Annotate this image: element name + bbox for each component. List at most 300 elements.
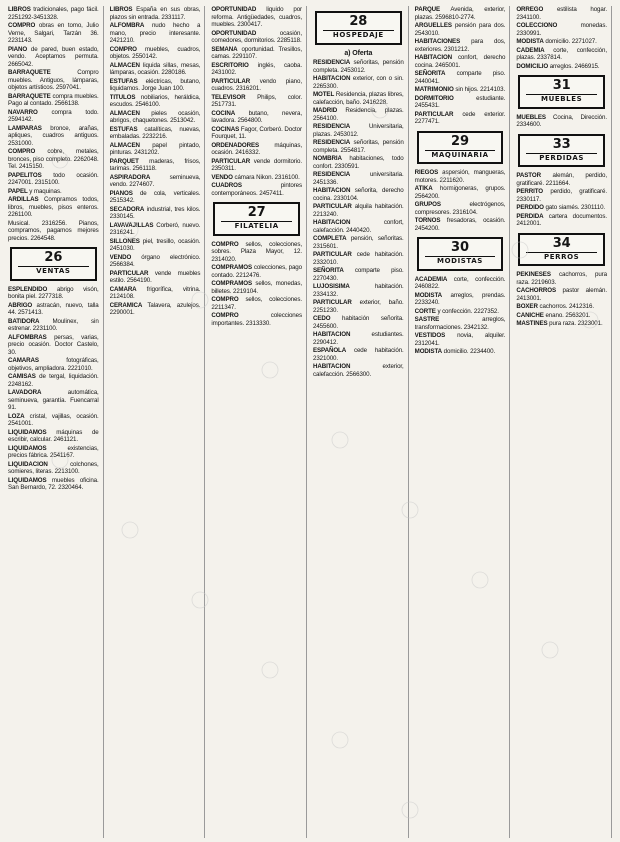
classified-ad — [313, 155, 404, 170]
ad-text: industrial, tres kilos. 2330145. — [109, 205, 201, 220]
classified-ad — [516, 172, 607, 187]
ad-text: cartera documentos. 2412001. — [516, 212, 607, 227]
classified-ad — [110, 270, 201, 285]
column-3 — [211, 6, 307, 838]
ad-text: Avenida, exterior, plazas. 2596810-2774. — [414, 6, 506, 21]
classified-ad — [313, 267, 404, 282]
classified-ad — [313, 187, 404, 202]
classified-ad — [516, 303, 607, 311]
classified-ad — [8, 125, 99, 148]
section-number: 34 — [552, 235, 571, 251]
ad-keyword: ORDENADORES — [211, 141, 260, 149]
section-header-ventas — [10, 247, 97, 281]
ad-text: y maquinas. — [29, 187, 62, 195]
classified-ad — [110, 110, 201, 125]
ad-text: bronce, arañas, apliques, cuadros antiguos. 2531000. — [8, 124, 99, 147]
classified-ad — [516, 22, 607, 37]
ad-text: habitación señorita. 2455600. — [312, 315, 404, 330]
ad-list — [516, 114, 607, 129]
classified-ad — [415, 217, 506, 232]
ad-text: monedas. 2330991. — [516, 22, 607, 37]
ad-text: arreglos, transformaciones. 2342132. — [414, 316, 506, 331]
classified-ad — [313, 171, 404, 186]
classified-ad — [110, 254, 201, 269]
ad-text: habitaciones, todo confort. 2330591. — [312, 155, 404, 170]
ad-text: oportunidad. Tresillos, camas. 2291107. — [211, 45, 302, 60]
ad-keyword: CANICHE — [516, 311, 544, 319]
classified-ad — [415, 111, 506, 126]
classified-ad — [8, 334, 99, 357]
ad-list — [110, 6, 201, 317]
ad-text: Universitaria, plazas. 2453012. — [312, 123, 404, 138]
classified-ad — [211, 126, 302, 141]
classified-ad — [110, 286, 201, 301]
classified-ad — [415, 316, 506, 331]
ad-keyword: PIANO — [8, 45, 28, 53]
classified-ad — [211, 62, 302, 77]
ad-keyword: ALMACEN — [109, 141, 140, 149]
ad-list — [415, 276, 506, 356]
ad-text: fresadoras, ocasión. 2454200. — [414, 217, 506, 232]
classified-ad — [110, 126, 201, 141]
ad-keyword: PARTICULAR — [109, 269, 149, 277]
ad-keyword: GRUPOS — [414, 201, 441, 208]
ad-keyword: ALFOMBRA — [109, 22, 145, 29]
classified-ad — [415, 54, 506, 69]
classified-ad — [211, 312, 302, 327]
ad-text: vende dormitorio. 2350311. — [211, 157, 302, 172]
ad-keyword: SEÑORITA — [414, 70, 446, 77]
ad-text: maderas, frisos, tarimas. 2561118. — [109, 157, 201, 172]
ad-keyword: PERDIDO — [516, 204, 544, 211]
ad-text: Compro muebles. Antiguos, lámparas, objetos artísticos. 2597041. — [8, 69, 99, 91]
section-name: FILATELIA — [221, 221, 292, 231]
ad-keyword: COLECCIONO — [516, 22, 558, 29]
classified-ad — [211, 142, 302, 157]
ad-text: compra muebles. Pago al contado. 2566138. — [8, 92, 99, 107]
ad-keyword: ALMACEN — [109, 61, 140, 69]
column-2 — [110, 6, 206, 838]
ad-text: estilista hogar. 2341100. — [516, 6, 607, 21]
ad-text: confort, derecho cocina. 2465001. — [414, 54, 506, 69]
column-6 — [516, 6, 612, 838]
ad-text: exterior, calefacción. 2566300. — [312, 363, 404, 378]
classified-ad — [516, 287, 607, 302]
classified-ad — [516, 204, 607, 212]
ad-text: cámara Nikon. 2316100. — [234, 173, 300, 181]
ad-keyword: ESPLENDIDO — [8, 285, 48, 293]
classified-ad — [415, 276, 506, 291]
section-header-modistas — [417, 237, 504, 271]
ad-keyword: BARRAQUETE — [8, 92, 51, 100]
ad-keyword: CAMARA — [109, 285, 137, 293]
classified-ad — [211, 296, 302, 311]
ad-text: para dos, exteriores. 2301212. — [414, 38, 506, 53]
ad-keyword: RESIDENCIA — [312, 59, 351, 66]
ad-keyword: PASTOR — [516, 172, 541, 179]
section-header-maquinaria — [417, 131, 504, 165]
ad-text: muebles oficina. San Bernardo, 72. 2320464. — [8, 476, 99, 491]
ad-text: vende muebles estilo. 2564190. — [109, 269, 201, 284]
ad-keyword: ESTUFAS — [109, 125, 138, 133]
ad-keyword: ESPAÑOLA — [312, 347, 347, 354]
ad-text: máquinas de escribir, calcular. 2461121. — [8, 428, 99, 443]
ad-keyword: LUJOSISIMA — [312, 283, 350, 290]
ad-text: liquida sillas, mesas, lámparas, ocasión. 2280186. — [109, 61, 201, 76]
ad-keyword: COMPRO — [211, 312, 239, 319]
ad-text: domicilio. 2271027. — [545, 38, 597, 45]
ad-keyword: COMPRAMOS — [211, 264, 253, 271]
ad-keyword: ALMACEN — [109, 109, 140, 117]
ad-keyword: BOXER — [516, 303, 538, 310]
ad-keyword: COMPRAMOS — [211, 280, 253, 287]
ad-text: piel, tresillo, ocasión. 2451030. — [109, 237, 201, 252]
classified-ad — [516, 312, 607, 320]
ad-keyword: COMPLETA — [312, 235, 347, 242]
ad-keyword: MODISTA — [414, 291, 443, 299]
ad-text: sin hijos. 2214103. — [455, 86, 506, 93]
ad-text: señorita, derecho cocina. 2330104. — [312, 187, 404, 202]
classified-ad — [110, 46, 201, 61]
classified-ad — [516, 188, 607, 203]
classified-ad — [211, 264, 302, 279]
classified-ad — [516, 271, 607, 286]
classified-ad — [516, 47, 607, 62]
ad-text: obras en tomo, Julio Verne, Salgari, Tarzán 36. 2231143. — [8, 22, 99, 44]
ad-keyword: PARTICULAR — [312, 203, 352, 210]
ad-text: Residencia, plazas. 2564100. — [312, 107, 404, 122]
ad-text: pastor alemán. 2413001. — [516, 287, 607, 302]
ad-text: gato siamés. 2301110. — [545, 204, 606, 211]
classified-ad — [211, 241, 302, 264]
ad-text: hormigoneras, grupos. 2564200. — [414, 185, 506, 200]
ad-keyword: CACHORROS — [516, 287, 556, 294]
ad-keyword: TELEVISOR — [211, 93, 246, 101]
classified-ad — [313, 331, 404, 346]
ad-text: enano. 2563201. — [545, 311, 591, 319]
ad-text: todo ocasión. 2247001. 2315100. — [8, 171, 99, 186]
classified-ad — [415, 95, 506, 110]
classified-ad — [8, 357, 99, 372]
ad-text: habitación. 2334132. — [312, 283, 404, 298]
ad-list — [8, 286, 99, 492]
classified-ad — [8, 286, 99, 301]
ad-text: comparte piso. 2270430. — [312, 267, 404, 282]
ad-text: aspersión, mangueras, motores. 2211620. — [414, 169, 506, 184]
classified-ad — [211, 174, 302, 182]
section-name: VENTAS — [18, 266, 89, 276]
ad-keyword: LIBROS — [109, 6, 133, 13]
classified-ad — [8, 172, 99, 187]
classified-ad — [110, 78, 201, 93]
classified-ad — [211, 78, 302, 93]
ad-keyword: ARDILLAS — [8, 196, 39, 203]
ad-list — [313, 59, 404, 378]
ad-text: órgano electrónico. 2566384. — [109, 253, 201, 268]
ad-text: pura raza. 2323001. — [549, 320, 603, 327]
ad-keyword: BARRAQUETE — [8, 69, 51, 76]
classified-ad — [110, 22, 201, 45]
ad-keyword: PAPELITOS — [8, 171, 42, 179]
classified-ad — [313, 347, 404, 362]
ad-text: electrógenos, compresores. 2316104. — [414, 201, 506, 216]
ad-text: abrigo visón, bonita piel. 2277318. — [8, 285, 99, 300]
classified-ad — [211, 94, 302, 109]
classified-ad — [415, 86, 506, 94]
ad-keyword: DORMITORIO — [414, 94, 454, 102]
classified-ad — [8, 188, 99, 196]
ad-text: automática, seminueva, garantía. Fuencarral 91. — [8, 389, 99, 411]
ad-list — [415, 169, 506, 232]
classified-ad — [110, 238, 201, 253]
ad-text: Cocina, Dirección. 2334600. — [516, 113, 607, 128]
classified-ad — [516, 63, 607, 71]
column-1 — [8, 6, 104, 838]
ad-text: astracán, nuevo, talla 44. 2571413. — [8, 301, 99, 316]
ad-list — [8, 6, 99, 242]
classified-ad — [313, 235, 404, 250]
ad-text: alemán, perdido, gratificaré. 2211664. — [516, 172, 607, 187]
classified-ad — [313, 251, 404, 266]
ad-text: de cola, verticales. 2515342. — [109, 189, 201, 204]
ad-text: confort, calefacción. 2440420. — [312, 219, 404, 234]
ad-keyword: ORREGO — [516, 6, 544, 13]
section-header-muebles — [518, 75, 605, 109]
classified-ad — [8, 461, 99, 476]
ad-keyword: RESIDENCIA — [312, 123, 351, 130]
ad-keyword: ESTUFAS — [109, 77, 138, 85]
classified-ad — [211, 280, 302, 295]
ad-text: Philips, color. 2517731. — [211, 93, 302, 108]
classified-ad — [313, 299, 404, 314]
ad-keyword: ALFOMBRAS — [8, 333, 47, 341]
ad-text: arreglos. 2466915. — [549, 62, 600, 70]
classified-ad — [313, 315, 404, 330]
ad-text: comparte piso. 2440041. — [414, 70, 506, 85]
ad-list — [415, 6, 506, 126]
classified-ad — [516, 38, 607, 46]
classified-ad — [8, 302, 99, 317]
section-number: 31 — [552, 78, 571, 93]
ad-keyword: PARQUE — [414, 6, 441, 13]
ad-keyword: PIANOS — [109, 189, 133, 197]
ad-keyword: OPORTUNIDAD — [211, 29, 257, 37]
ad-text: estudiante. 2455431. — [414, 94, 506, 109]
ad-keyword: RIEGOS — [414, 169, 439, 176]
ad-text: vendo piano, cuadros. 2316201. — [211, 77, 302, 92]
ad-keyword: LIQUIDAMOS — [8, 428, 47, 436]
ad-keyword: OPORTUNIDAD — [211, 6, 257, 13]
section-name: MUEBLES — [526, 94, 597, 104]
ad-text: catalíticas, nuevas, embaladas. 2232216. — [109, 125, 201, 140]
ad-text: exterior, con o sin. 2265300. — [312, 75, 404, 90]
ad-keyword: RESIDENCIA — [312, 171, 351, 178]
ad-keyword: COCINA — [211, 109, 236, 117]
ad-keyword: LAMPARAS — [8, 124, 42, 132]
ad-keyword: MADRID — [312, 107, 338, 114]
classified-ad — [313, 203, 404, 218]
section-header-perdidas — [518, 134, 605, 168]
ad-text: cristal, vajillas, ocasión. 2541001. — [8, 412, 99, 427]
ad-keyword: PARTICULAR — [312, 251, 352, 258]
ad-keyword: DOMICILIO — [516, 62, 549, 70]
ad-text: de pared, buen estado, vendo. Aceptamos permuta. 2665042. — [8, 45, 99, 68]
ad-text: de tergal, liquidación. 2248162. — [8, 373, 99, 388]
ad-keyword: PARTICULAR — [414, 110, 454, 118]
ad-keyword: LIBROS — [8, 6, 31, 13]
ad-text: cachorros. 2412316. — [539, 303, 594, 310]
ad-keyword: HABITACION — [312, 331, 351, 338]
ad-text: alquila habitación. 2213240. — [312, 203, 404, 218]
ad-keyword: LIQUIDACION — [8, 460, 48, 468]
classified-ad — [110, 158, 201, 173]
classified-ad — [516, 6, 607, 21]
ad-keyword: SEMANA — [211, 45, 238, 53]
ad-text: pintores contemporáneos. 2457411. — [211, 182, 302, 197]
ad-text: butano, nevera, lavadora. 2564800. — [211, 109, 302, 124]
ad-keyword: NAVARRO — [8, 108, 38, 116]
ad-text: corte, confección. 2460822. — [414, 275, 506, 290]
section-name: MAQUINARIA — [425, 150, 496, 160]
classified-ad — [313, 107, 404, 122]
ad-keyword: ARGUELLES — [414, 22, 452, 29]
ad-keyword: PEKINESES — [516, 271, 551, 278]
ad-keyword: CERAMICA — [109, 301, 143, 309]
ad-text: inglés, caoba. 2431002. — [211, 61, 302, 76]
classified-ad — [415, 38, 506, 53]
classified-ad — [8, 93, 99, 108]
classified-ad — [415, 308, 506, 316]
ad-list — [516, 271, 607, 328]
classified-ad — [516, 320, 607, 328]
ad-keyword: PARTICULAR — [211, 77, 251, 85]
ad-keyword: VESTIDOS — [414, 332, 446, 339]
classified-ad — [8, 22, 99, 45]
ad-text: máquinas, ocasión. 2416332. — [211, 141, 302, 156]
classified-ad — [110, 142, 201, 157]
section-header-hospedaje — [315, 11, 402, 45]
ad-keyword: LAVADORA — [8, 389, 42, 396]
ad-keyword: VENDO — [211, 173, 233, 181]
ad-keyword: MODISTA — [516, 38, 544, 45]
section-number: 28 — [349, 14, 368, 29]
classified-ad — [313, 283, 404, 298]
ad-keyword: HABITACION — [414, 54, 453, 61]
ad-text: sellos, colecciones, sobres. Plaza Mayor, 12. 2314020. — [211, 240, 302, 263]
classified-ad — [8, 148, 99, 171]
ad-text: perdido, gratificaré. 2330117. — [516, 188, 607, 203]
ad-text: compra todo. 2594142. — [8, 108, 99, 123]
ad-keyword: MUEBLES — [516, 113, 546, 121]
ad-text: existencias, precios fábrica. 2541167. — [8, 444, 99, 459]
ad-keyword: CORTE — [414, 307, 436, 315]
section-name: PERROS — [526, 252, 597, 262]
ad-keyword: VENDO — [109, 253, 132, 261]
ad-text: nudo hecho a mano, precio interesante. 2421210. — [109, 22, 201, 44]
ad-keyword: HABITACION — [312, 75, 351, 82]
ad-keyword: MASTINES — [516, 320, 548, 327]
ad-keyword: LAVAVAJILLAS — [109, 221, 154, 229]
classified-ad — [211, 110, 302, 125]
classified-ad — [415, 348, 506, 356]
ad-keyword: LIQUIDAMOS — [8, 476, 47, 484]
classified-ad — [415, 201, 506, 216]
section-name: MODISTAS — [425, 256, 496, 266]
ad-keyword: CADEMIA — [516, 46, 545, 54]
classified-ad — [8, 477, 99, 492]
ad-text: señoritas, pensión completa. 2453012. — [312, 59, 404, 74]
ad-keyword: MOTEL — [312, 91, 335, 98]
ad-keyword: TITULOS — [109, 93, 136, 101]
ad-keyword: CAMISAS — [8, 373, 36, 380]
ad-text: Residencia, plazas libres, calefacción, baño. 2416228. — [312, 91, 404, 106]
ad-text: cobre, metales, bronces, piso completo. 2262048. Tel. 2415150. — [8, 148, 99, 170]
classified-ad — [8, 46, 99, 69]
ad-keyword: HABITACION — [312, 219, 351, 226]
column-5 — [415, 6, 511, 838]
ad-keyword: PARQUET — [109, 157, 139, 165]
classified-ad — [110, 94, 201, 109]
ad-keyword: COMPRO — [8, 148, 36, 155]
ad-keyword: ASPIRADORA — [109, 173, 151, 181]
classified-ad — [313, 75, 404, 90]
section-number: 26 — [44, 250, 63, 265]
ad-text: colecciones, pago contado. 2212476. — [211, 264, 302, 279]
ad-text: tradicionales, pago fácil. 2251292-3451328. — [8, 6, 99, 21]
ad-keyword: PAPEL — [8, 187, 28, 195]
ad-keyword: LOZA — [8, 412, 25, 420]
ad-text: eléctricas, butano, liquidamos. Jorge Juan 100. — [109, 77, 201, 92]
ad-text: universitaria. 2451336. — [312, 171, 404, 186]
ad-text: frigorífica, vitrina. 2124108. — [109, 285, 201, 300]
ad-text: ocasión, comedores, dormitorios. 2285118. — [211, 29, 302, 44]
classified-ad — [8, 373, 99, 388]
ad-keyword: COMPRO — [211, 296, 239, 303]
ad-keyword: MATRIMONIO — [414, 86, 454, 93]
ad-keyword: BATIDORA — [8, 317, 40, 325]
ad-keyword: HABITACIONES — [414, 38, 461, 45]
ad-keyword: ABRIGO — [8, 301, 33, 309]
ad-text: cede exterior. 2277471. — [414, 110, 506, 125]
ad-keyword: COMPRO — [8, 22, 36, 29]
classified-ad — [313, 139, 404, 154]
ad-keyword: CEDO — [312, 315, 331, 322]
ad-list — [516, 6, 607, 70]
classified-ad — [516, 114, 607, 129]
ad-keyword: SECADORA — [109, 205, 145, 213]
ad-keyword: HABITACION — [312, 363, 351, 370]
classified-ad — [313, 59, 404, 74]
ad-text: arreglos, prendas. 2233240. — [414, 291, 506, 306]
ad-text: pensión, señoritas. 2315601. — [312, 235, 404, 250]
section-number: 30 — [451, 240, 469, 255]
ad-keyword: PERDIDA — [516, 212, 544, 220]
classified-ad — [8, 196, 99, 219]
classified-ad — [110, 62, 201, 77]
ad-keyword: COMPRO — [211, 240, 239, 248]
ad-keyword: NOMBRIA — [312, 155, 342, 162]
classified-ad — [110, 222, 201, 237]
ad-text: pensión para dos. 2543010. — [414, 22, 506, 37]
section-subheading: a) Oferta — [344, 49, 373, 57]
ad-text: cachorros, pura raza. 2219603. — [516, 271, 607, 286]
ad-keyword: LIQUIDAMOS — [8, 444, 47, 452]
ad-keyword: PARTICULAR — [312, 299, 352, 306]
classified-ad — [313, 219, 404, 234]
section-header-filatelia — [213, 202, 300, 236]
ad-text: papel pintado, pinturas. 2431202. — [109, 141, 201, 156]
ad-text: novia, alquiler. 2312041. — [414, 332, 506, 347]
